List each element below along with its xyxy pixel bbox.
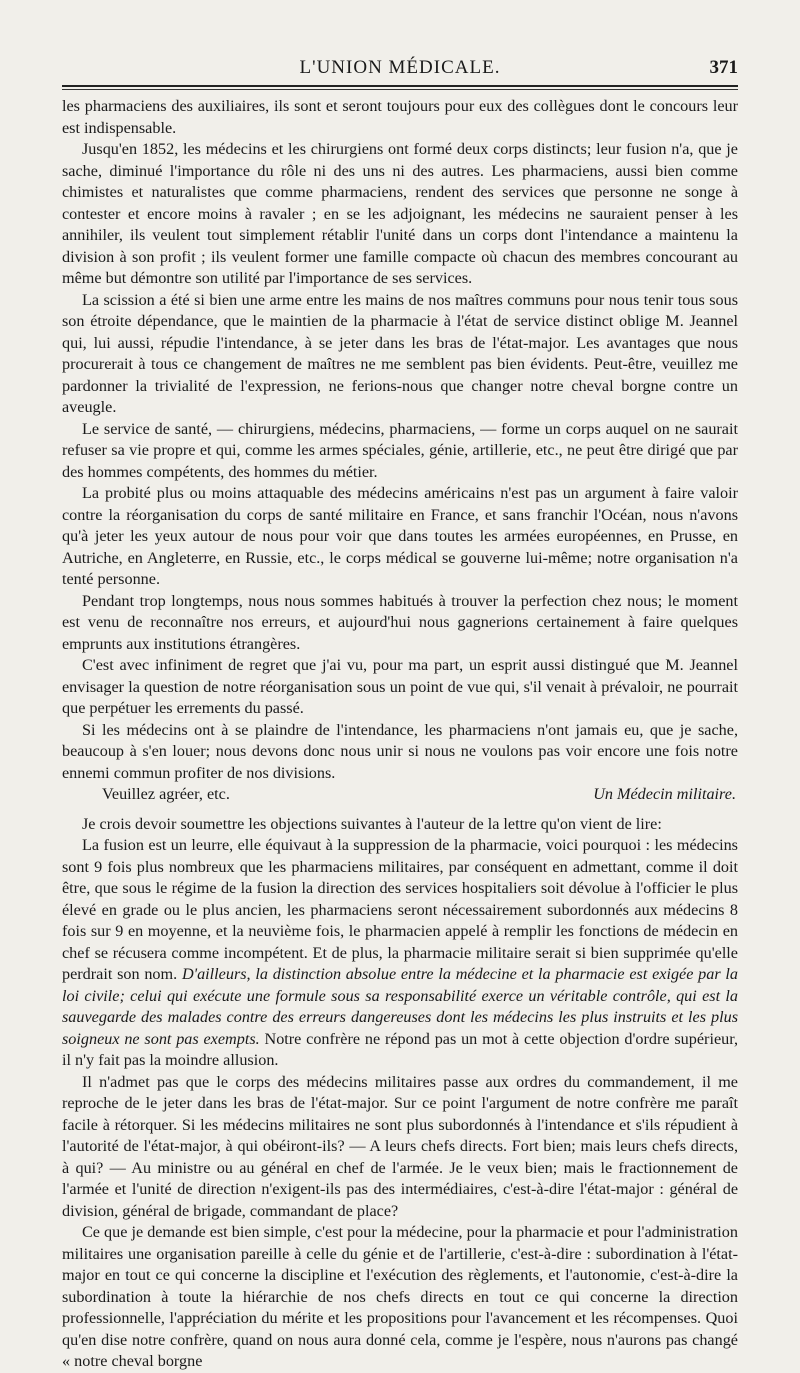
journal-title: L'UNION MÉDICALE. [299, 57, 501, 78]
paragraph-text: Notre confrère ne répond pas un mot à cette objection d'ordre supérieur, il n'y fait pas la moindre allusion. [62, 1029, 739, 1069]
article-body [62, 96, 738, 1373]
paragraph: La probité plus ou moins attaquable des médecins américains n'est pas un argument à faire valoir contre la réorganisation du corps de santé militaire en France, et sans franchir l'Océan, nous n'avons qu'à jeter les yeux autour de nous pour voir que dans toutes les armées européennes, en Prusse, en Autriche, en Angleterre, en Russie, etc., le corps médical se gouverne lui-même; notre organisation n'a tenté personne. [62, 484, 738, 588]
letter-signature [62, 784, 738, 806]
section-gap [62, 806, 738, 814]
letter-author: Un Médecin militaire. [593, 785, 736, 803]
italic-passage: D'ailleurs, la distinction absolue entre la médecine et la pharmacie est exigée par la loi civile; celui qui exécute une formule sous sa responsabilité exerce un véritable contrôle, qui est la sauvegarde des malades contre des erreurs dangereuses dont les médecins les plus instruits et les plus soigneux ne sont pas exempts. [62, 965, 739, 1048]
page-number: 371 [709, 57, 738, 78]
paragraph: Pendant trop longtemps, nous nous sommes habitués à trouver la perfection chez nous; le moment est venu de reconnaître nos erreurs, et aujourd'hui nous gagnerions certainement à faire quelques emprunts aux institutions étrangères. [62, 591, 738, 653]
paragraph: Jusqu'en 1852, les médecins et les chirurgiens ont formé deux corps distincts; leur fusion n'a, que je sache, diminué l'importance du rôle ni des uns ni des autres. Les pharmaciens, aussi bien comme chimistes et naturalistes que comme pharmaciens, rendent des services que personne ne songe à contester et encore moins à ravaler ; en se les adjoignant, les médecins ne sauraient penser à les annihiler, ils veulent tout simplement rétablir l'unité dans un corps dont l'intendance a maintenu la division à son profit ; ils veulent former une famille compacte où chacun des membres concourant au même but démontre son utilité par l'importance de ses services. [62, 140, 738, 287]
paragraph: Je crois devoir soumettre les objections suivantes à l'auteur de la lettre qu'on vient de lire: [82, 814, 662, 833]
paragraph: Si les médecins ont à se plaindre de l'intendance, les pharmaciens n'ont jamais eu, que je sache, beaucoup à s'en louer; nous devons donc nous unir si nous ne voulons pas voir encore une fois notre ennemi commun profiter de nos divisions. [62, 720, 738, 782]
paragraph-text: La fusion est un leurre, elle équivaut à la suppression de la pharmacie, voici pourquoi : les médecins sont 9 fois plus nombreux que les pharmaciens militaires, par conséquent en admettant, comme il doit être, que sous le régime de la fusion la direction des services hospitaliers soit dévolue à l'officier le plus élevé en grade ou le plus ancien, les pharmaciens seront nécessairement subordonnés aux médecins 8 fois sur 9 en moyenne, et la neuvième fois, le pharmacien appelé à remplir les fonctions de médecin en chef se récusera comme incompétent. Et de plus, la pharmacie militaire serait si bien supprimée qu'elle perdrait son nom. [62, 836, 738, 983]
paragraph [62, 835, 738, 1072]
running-head [62, 55, 738, 87]
paragraph: Ce que je demande est bien simple, c'est pour la médecine, pour la pharmacie et pour l'administration militaires une organisation pareille à celle du génie et de l'artillerie, c'est-à-dire : subordination à l'état-major en tout ce qui concerne la discipline et l'exécution des règlements, et l'autonomie, c'est-à-dire la subordination à toute la hiérarchie de nos chefs directs en tout ce qui concerne la direction professionnelle, l'appréciation du mérite et les propositions pour l'avancement et les récompenses. Quoi qu'en dise notre confrère, quand on nous aura donné cela, comme je l'espère, nous n'aurons pas changé « notre cheval borgne [62, 1223, 738, 1370]
paragraph: La scission a été si bien une arme entre les mains de nos maîtres communs pour nous tenir tous sous son étroite dépendance, que le maintien de la pharmacie à l'état de service distinct oblige M. Jeannel qui, lui aussi, répudie l'intendance, à se jeter dans les bras de l'état-major. Les avantages que nous procurerait à tous ce changement de maîtres ne me semblent pas bien évidents. Peut-être, veuillez me pardonner la trivialité de l'expression, ne ferions-nous que changer notre cheval borgne contre un aveugle. [62, 290, 738, 416]
journal-page [62, 55, 738, 1373]
paragraph: Le service de santé, — chirurgiens, médecins, pharmaciens, — forme un corps auquel on ne saurait refuser sa vie propre et qui, comme les armes spéciales, génie, artillerie, etc., ne peut être dirigé que par des hommes compétents, des hommes du métier. [62, 419, 738, 481]
closing-formula: Veuillez agréer, etc. [102, 785, 230, 803]
header-rule [62, 89, 738, 90]
paragraph: les pharmaciens des auxiliaires, ils sont et seront toujours pour eux des collègues dont le concours leur est indispensable. [62, 97, 738, 137]
paragraph: Il n'admet pas que le corps des médecins militaires passe aux ordres du commandement, il me reproche de le jeter dans les bras de l'état-major. Sur ce point l'argument de notre confrère me paraît facile à rétorquer. Si les médecins militaires ne sont plus subordonnés à l'intendance et s'ils répudient à l'autorité de l'état-major, à qui obéiront-ils? — A leurs chefs directs. Fort bien; mais leurs chefs directs, à qui? — Au ministre ou au général en chef de l'armée. Je le veux bien; mais le fractionnement de l'armée et l'unité de direction n'exigent-ils pas des intermédiaires, c'est-à-dire l'état-major : général de division, général de brigade, commandant de place? [62, 1072, 738, 1220]
paragraph: C'est avec infiniment de regret que j'ai vu, pour ma part, un esprit aussi distingué que M. Jeannel envisager la question de notre réorganisation sous un point de vue qui, s'il venait à prévaloir, ne pourrait que perpétuer les errements du passé. [62, 656, 738, 717]
